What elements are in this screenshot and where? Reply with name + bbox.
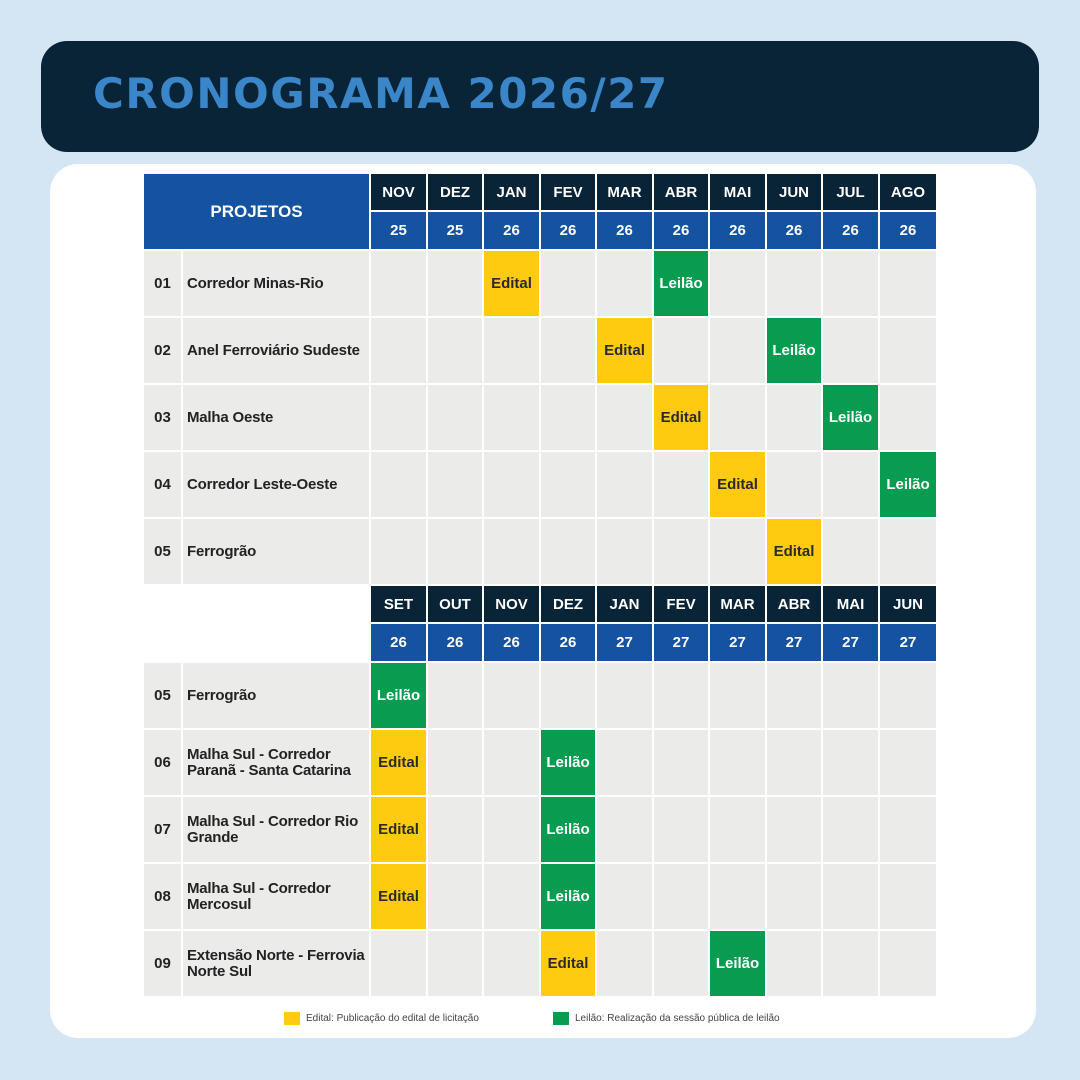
leilao-milestone: Leilão <box>710 931 767 998</box>
empty-cell <box>880 318 936 385</box>
leilao-milestone: Leilão <box>767 318 823 385</box>
empty-cell <box>484 519 541 586</box>
project-name: Ferrogrão <box>183 663 371 730</box>
empty-cell <box>428 864 484 931</box>
empty-cell <box>654 519 710 586</box>
empty-cell <box>541 663 597 730</box>
empty-cell <box>597 663 654 730</box>
empty-cell <box>767 931 823 998</box>
empty-cell <box>428 931 484 998</box>
empty-cell <box>597 730 654 797</box>
empty-cell <box>371 519 428 586</box>
project-number: 08 <box>144 864 183 931</box>
empty-cell <box>597 864 654 931</box>
year-header: 26 <box>767 212 823 251</box>
legend-edital-label: Edital: Publicação do edital de licitação <box>306 1013 479 1024</box>
month-header: MAI <box>710 174 767 212</box>
empty-cell <box>428 452 484 519</box>
edital-milestone: Edital <box>767 519 823 586</box>
edital-milestone: Edital <box>371 797 428 864</box>
empty-cell <box>654 452 710 519</box>
leilao-milestone: Leilão <box>823 385 880 452</box>
empty-cell <box>823 251 880 318</box>
year-header: 27 <box>880 624 936 663</box>
month-header: JAN <box>484 174 541 212</box>
year-header: 27 <box>767 624 823 663</box>
month-header: NOV <box>371 174 428 212</box>
empty-cell <box>767 864 823 931</box>
project-name: Malha Sul - Corredor Mercosul <box>183 864 371 931</box>
legend-item-leilao <box>553 1012 780 1025</box>
header-spacer <box>144 586 371 624</box>
empty-cell <box>541 251 597 318</box>
empty-cell <box>541 385 597 452</box>
month-header: FEV <box>654 586 710 624</box>
empty-cell <box>371 385 428 452</box>
empty-cell <box>428 519 484 586</box>
empty-cell <box>823 519 880 586</box>
empty-cell <box>428 797 484 864</box>
edital-milestone: Edital <box>371 864 428 931</box>
empty-cell <box>880 519 936 586</box>
year-header: 27 <box>654 624 710 663</box>
project-number: 03 <box>144 385 183 452</box>
edital-milestone: Edital <box>541 931 597 998</box>
year-header: 26 <box>541 624 597 663</box>
year-header: 26 <box>880 212 936 251</box>
empty-cell <box>767 385 823 452</box>
year-header: 26 <box>597 212 654 251</box>
leilao-milestone: Leilão <box>541 730 597 797</box>
project-number: 05 <box>144 519 183 586</box>
edital-swatch-icon <box>284 1012 300 1025</box>
empty-cell <box>654 663 710 730</box>
empty-cell <box>541 452 597 519</box>
edital-milestone: Edital <box>597 318 654 385</box>
empty-cell <box>371 318 428 385</box>
empty-cell <box>654 864 710 931</box>
leilao-swatch-icon <box>553 1012 569 1025</box>
empty-cell <box>484 385 541 452</box>
empty-cell <box>823 797 880 864</box>
project-name: Ferrogrão <box>183 519 371 586</box>
empty-cell <box>484 931 541 998</box>
projects-header: PROJETOS <box>144 174 371 251</box>
leilao-milestone: Leilão <box>371 663 428 730</box>
year-header: 25 <box>428 212 484 251</box>
empty-cell <box>484 864 541 931</box>
year-header: 26 <box>654 212 710 251</box>
leilao-milestone: Leilão <box>541 864 597 931</box>
legend <box>284 1012 844 1030</box>
year-header: 26 <box>541 212 597 251</box>
empty-cell <box>823 730 880 797</box>
edital-milestone: Edital <box>654 385 710 452</box>
leilao-milestone: Leilão <box>541 797 597 864</box>
schedule-table <box>144 174 936 998</box>
month-header: JUL <box>823 174 880 212</box>
empty-cell <box>371 452 428 519</box>
month-header: FEV <box>541 174 597 212</box>
empty-cell <box>767 452 823 519</box>
month-header: JUN <box>880 586 936 624</box>
empty-cell <box>428 663 484 730</box>
project-number: 09 <box>144 931 183 998</box>
month-header: ABR <box>767 586 823 624</box>
empty-cell <box>484 318 541 385</box>
year-header: 26 <box>710 212 767 251</box>
project-name: Malha Oeste <box>183 385 371 452</box>
empty-cell <box>428 385 484 452</box>
empty-cell <box>823 318 880 385</box>
empty-cell <box>484 452 541 519</box>
empty-cell <box>654 797 710 864</box>
month-header: DEZ <box>428 174 484 212</box>
empty-cell <box>597 251 654 318</box>
project-number: 01 <box>144 251 183 318</box>
month-header: JAN <box>597 586 654 624</box>
empty-cell <box>654 931 710 998</box>
year-header: 26 <box>484 212 541 251</box>
project-number: 05 <box>144 663 183 730</box>
empty-cell <box>710 864 767 931</box>
empty-cell <box>767 730 823 797</box>
year-header: 25 <box>371 212 428 251</box>
empty-cell <box>880 864 936 931</box>
header-spacer <box>144 624 371 663</box>
year-header: 26 <box>484 624 541 663</box>
empty-cell <box>541 318 597 385</box>
empty-cell <box>710 519 767 586</box>
project-name: Malha Sul - Corredor Rio Grande <box>183 797 371 864</box>
month-header: JUN <box>767 174 823 212</box>
project-name: Anel Ferroviário Sudeste <box>183 318 371 385</box>
edital-milestone: Edital <box>484 251 541 318</box>
empty-cell <box>710 385 767 452</box>
empty-cell <box>880 663 936 730</box>
empty-cell <box>880 730 936 797</box>
empty-cell <box>880 797 936 864</box>
empty-cell <box>484 663 541 730</box>
month-header: OUT <box>428 586 484 624</box>
leilao-milestone: Leilão <box>880 452 936 519</box>
empty-cell <box>371 931 428 998</box>
month-header: AGO <box>880 174 936 212</box>
leilao-milestone: Leilão <box>654 251 710 318</box>
year-header: 27 <box>710 624 767 663</box>
empty-cell <box>597 797 654 864</box>
month-header: DEZ <box>541 586 597 624</box>
year-header: 26 <box>428 624 484 663</box>
empty-cell <box>654 318 710 385</box>
empty-cell <box>428 251 484 318</box>
page-title: CRONOGRAMA 2026/27 <box>93 69 669 118</box>
year-header: 26 <box>371 624 428 663</box>
empty-cell <box>710 663 767 730</box>
month-header: NOV <box>484 586 541 624</box>
month-header: MAR <box>597 174 654 212</box>
year-header: 26 <box>823 212 880 251</box>
empty-cell <box>484 797 541 864</box>
project-number: 04 <box>144 452 183 519</box>
empty-cell <box>710 251 767 318</box>
edital-milestone: Edital <box>710 452 767 519</box>
year-header: 27 <box>823 624 880 663</box>
empty-cell <box>597 385 654 452</box>
project-number: 02 <box>144 318 183 385</box>
empty-cell <box>823 452 880 519</box>
empty-cell <box>654 730 710 797</box>
project-number: 06 <box>144 730 183 797</box>
empty-cell <box>767 663 823 730</box>
empty-cell <box>823 864 880 931</box>
empty-cell <box>710 318 767 385</box>
empty-cell <box>541 519 597 586</box>
legend-leilao-label: Leilão: Realização da sessão pública de leilão <box>575 1013 780 1024</box>
empty-cell <box>710 730 767 797</box>
empty-cell <box>428 318 484 385</box>
year-header: 27 <box>597 624 654 663</box>
title-banner <box>41 41 1039 152</box>
empty-cell <box>597 931 654 998</box>
edital-milestone: Edital <box>371 730 428 797</box>
month-header: MAR <box>710 586 767 624</box>
empty-cell <box>767 251 823 318</box>
month-header: MAI <box>823 586 880 624</box>
empty-cell <box>823 663 880 730</box>
project-name: Corredor Minas-Rio <box>183 251 371 318</box>
project-name: Extensão Norte - Ferrovia Norte Sul <box>183 931 371 998</box>
empty-cell <box>880 251 936 318</box>
month-header: SET <box>371 586 428 624</box>
empty-cell <box>823 931 880 998</box>
empty-cell <box>428 730 484 797</box>
empty-cell <box>710 797 767 864</box>
empty-cell <box>767 797 823 864</box>
legend-item-edital <box>284 1012 479 1025</box>
empty-cell <box>371 251 428 318</box>
empty-cell <box>880 931 936 998</box>
empty-cell <box>597 452 654 519</box>
month-header: ABR <box>654 174 710 212</box>
empty-cell <box>597 519 654 586</box>
project-number: 07 <box>144 797 183 864</box>
project-name: Malha Sul - Corredor Paranã - Santa Catarina <box>183 730 371 797</box>
project-name: Corredor Leste-Oeste <box>183 452 371 519</box>
empty-cell <box>880 385 936 452</box>
empty-cell <box>484 730 541 797</box>
